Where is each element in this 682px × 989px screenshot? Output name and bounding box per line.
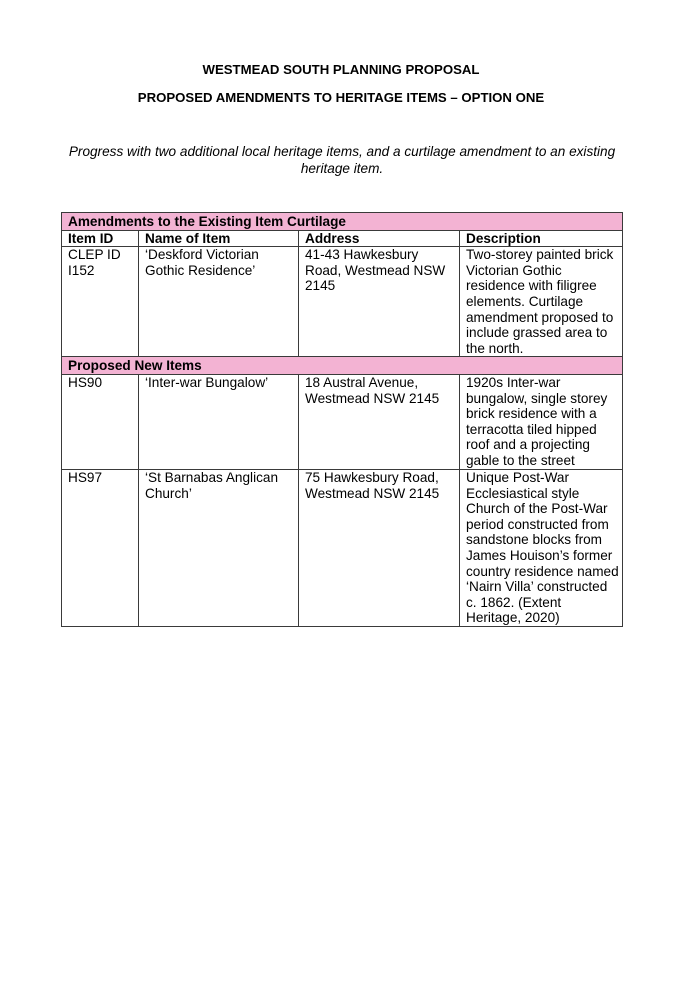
cell-description: 1920s Inter-war bungalow, single storey brick residence with a terracotta tiled hipped roof and a projecting gable to the street <box>460 374 623 469</box>
cell-item-name: ‘Inter-war Bungalow’ <box>139 374 299 469</box>
cell-address: 75 Hawkesbury Road, Westmead NSW 2145 <box>299 469 460 626</box>
document-subtitle: PROPOSED AMENDMENTS TO HERITAGE ITEMS – OPTION ONE <box>137 90 545 105</box>
cell-address: 41-43 Hawkesbury Road, Westmead NSW 2145 <box>299 247 460 357</box>
section-heading-existing: Amendments to the Existing Item Curtilage <box>62 213 623 231</box>
cell-item-name: ‘St Barnabas Anglican Church’ <box>139 469 299 626</box>
column-header-description: Description <box>460 230 623 247</box>
table-row <box>62 374 623 469</box>
cell-description: Two-storey painted brick Victorian Gothic residence with filigree elements. Curtilage amendment proposed to include grassed area to the north. <box>460 247 623 357</box>
heritage-items-table <box>61 212 623 627</box>
cell-item-id: HS97 <box>62 469 139 626</box>
section-row-new <box>62 357 623 375</box>
cell-address: 18 Austral Avenue, Westmead NSW 2145 <box>299 374 460 469</box>
table-row <box>62 469 623 626</box>
table-row <box>62 247 623 357</box>
column-header-address: Address <box>299 230 460 247</box>
cell-item-id: CLEP ID I152 <box>62 247 139 357</box>
cell-description: Unique Post-War Ecclesiastical style Church of the Post-War period constructed from sandstone blocks from James Houison’s former country residence named ‘Nairn Villa’ constructed c. 1862. (Extent Heritage, 2020) <box>460 469 623 626</box>
document-title: WESTMEAD SOUTH PLANNING PROPOSAL <box>202 62 480 77</box>
cell-item-id: HS90 <box>62 374 139 469</box>
section-heading-new: Proposed New Items <box>62 357 623 375</box>
column-header-item-id: Item ID <box>62 230 139 247</box>
section-row-existing <box>62 213 623 231</box>
intro-paragraph: Progress with two additional local heritage items, and a curtilage amendment to an existing heritage item. <box>68 144 616 176</box>
column-header-name: Name of Item <box>139 230 299 247</box>
cell-item-name: ‘Deskford Victorian Gothic Residence’ <box>139 247 299 357</box>
header-row <box>62 230 623 247</box>
